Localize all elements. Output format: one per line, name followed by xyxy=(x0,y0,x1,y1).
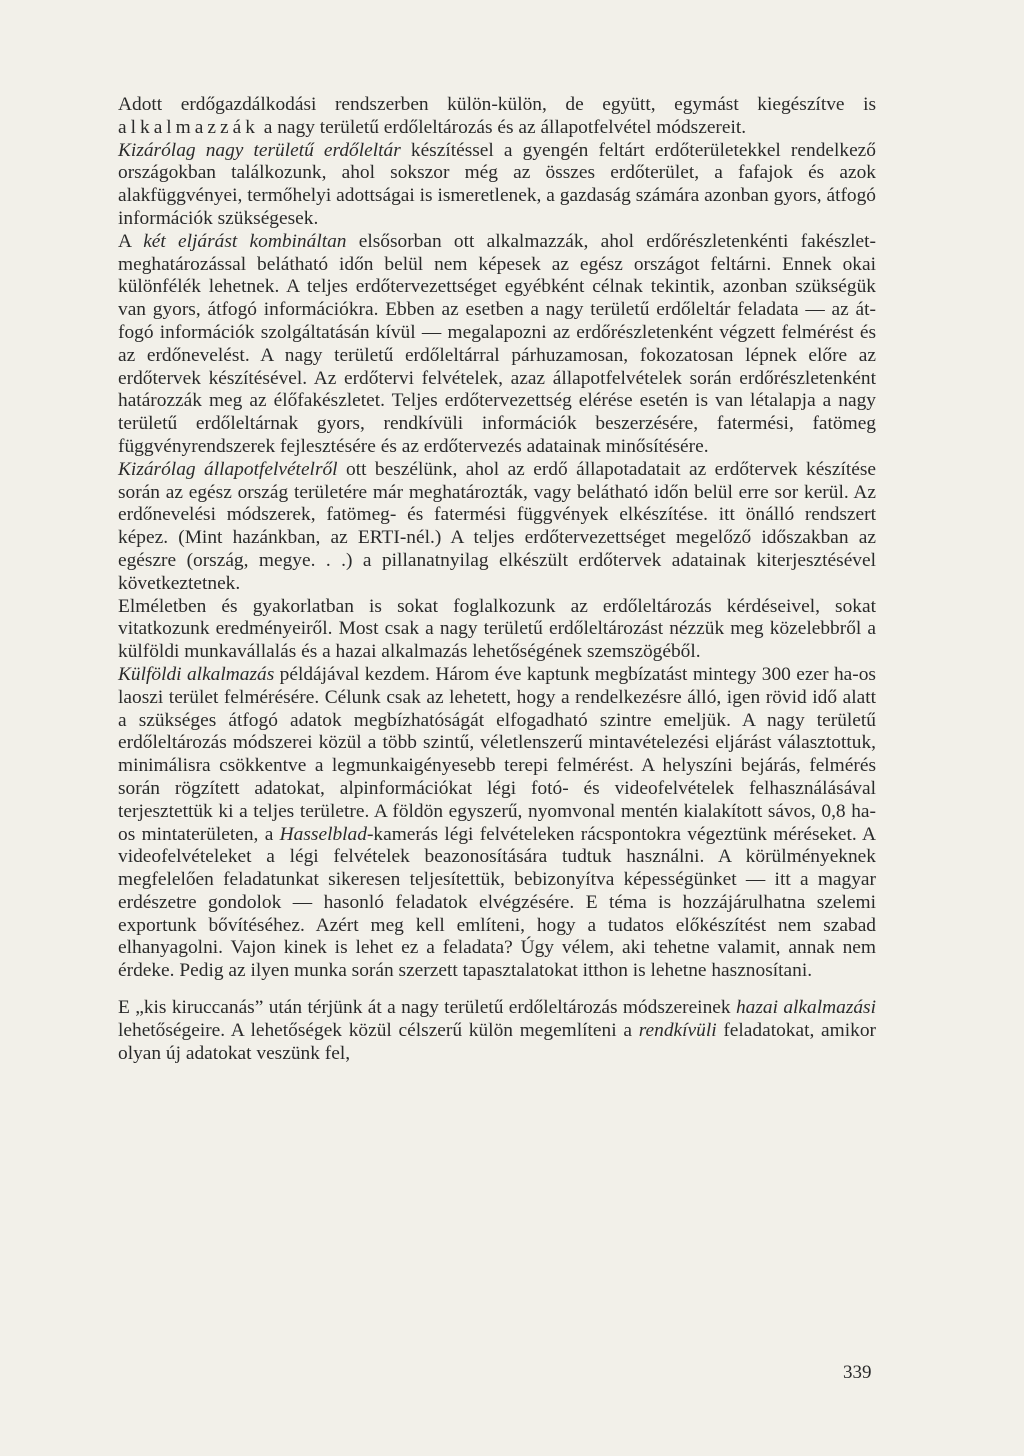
emphasis-text: Hasselblad xyxy=(279,823,367,845)
emphasis-text: hazai alkalmazási xyxy=(735,997,876,1019)
emphasis-text: Kizárólag állapotfelvételről xyxy=(118,458,338,480)
paragraph-hazai: E „kis kiruccanás” után térjünk át a nagy területű erdőleltározás módszereinek hazai alkalmazási lehetőségeire. A lehetőségek közül célszerű külön megemlíteni a rendkívüli feladatokat, amikor olyan új adatokat veszünk fel, xyxy=(118,997,876,1064)
emphasis-text: rendkívüli xyxy=(638,1019,717,1041)
paragraph-ket-eljaras: A két eljárást kombináltan elsősorban ott alkalmazzák, ahol erdőrészletenkénti fakészlet-meghatározással belátható időn belül nem képesek az egész országot feltárni. Ennek okai különfélék lehetnek. A teljes erdőtervezettséget egyébként célnak tekintik, azonban szükségük van gyors, átfogó információkra. Ebben az esetben a nagy területű erdőleltár feladata — az átfogó információk szolgáltatásán kívül — megalapozni az erdőrészletenként végzett felmérést és az erdőnevelést. A nagy területű erdőleltárral párhuzamosan, fokozatosan lépnek előre az erdőtervek készítésével. Az erdőtervi felvételek, azaz állapotfelvételek során erdőrészletenként határozzák meg az élőfakészletet. Teljes erdőtervezettség elérése esetén is van létalapja a nagy területű erdőleltárnak gyors, rendkívüli információk beszerzésére, fatermési, fatömeg függvényrendszerek fejlesztésére és az erdőtervezés adatainak minősítésére. xyxy=(118,230,876,457)
page-number: 339 xyxy=(843,1362,872,1383)
body-text xyxy=(118,94,876,1065)
paragraph-intro: Adott erdőgazdálkodási rendszerben külön-külön, de együtt, egymást kiegészítve is alkalmazzák a nagy területű erdőleltározás és az állapotfelvétel módszereit. xyxy=(118,94,876,138)
spaced-text: alkalmazzák xyxy=(118,116,259,138)
emphasis-text: két eljárást kombináltan xyxy=(143,230,347,252)
paragraph-allapotfelvetel: Kizárólag állapotfelvételről ott beszélünk, ahol az erdő állapotadatait az erdőtervek készítése során az egész ország területére már meghatározták, vagy belátható időn belül erre sor kerül. Az erdőnevelési módszerek, fatömeg- és fatermési függvények elkészítése. itt önálló rendszert képez. (Mint hazánkban, az ERTI-nél.) A teljes erdőtervezettséget megelőző időszakban az egészre (ország, megye. . .) a pillanatnyilag elkészült erdőtervek adatainak kiterjesztésével következtetnek. xyxy=(118,458,876,594)
paragraph-elmeletben: Elméletben és gyakorlatban is sokat foglalkozunk az erdőleltározás kérdéseivel, sokat vitatkozunk eredményeiről. Most csak a nagy területű erdőleltározást nézzük meg közelebbről a külföldi munkavállalás és a hazai alkalmazás lehetőségének szemszögéből. xyxy=(118,595,876,663)
emphasis-text: Külföldi alkalmazás xyxy=(118,663,275,685)
emphasis-text: Kizárólag nagy területű erdőleltár xyxy=(118,139,401,161)
paragraph-nagy-teruletu: Kizárólag nagy területű erdőleltár készítéssel a gyengén feltárt erdőterületekkel rendelkező országokban találkozunk, ahol sokszor még az összes erdőterület, a fafajok és azok alakfüggvényei, termőhelyi adottságai is ismeretlenek, a gazdaság számára azonban gyors, átfogó információk szükségesek. xyxy=(118,139,876,229)
paragraph-kulfoldi: Külföldi alkalmazás példájával kezdem. Három éve kaptunk megbízatást mintegy 300 ezer ha-os laoszi terület felmérésére. Célunk csak az lehetett, hogy a rendelkezésre álló, igen rövid idő alatt a szükséges átfogó adatok megbízhatóságát elfogadható szintre emeljük. A nagy területű erdőleltározás módszerei közül a több szintű, véletlenszerű mintavételezési eljárást választottuk, minimálisra csökkentve a legmunkaigényesebb terepi felmérést. A helyszíni bejárás, felmérés során rögzített adatokat, alpinformációkat légi fotó- és videofelvételek felhasználásával terjesztettük ki a teljes területre. A földön egyszerű, nyomvonal mentén kialakított sávos, 0,8 ha-os mintaterületen, a Hasselblad-kamerás légi felvételeken rácspontokra végeztünk méréseket. A videofelvételeket a légi felvételek beazonosítására tudtuk használni. A körülményeknek megfelelően feladatunkat sikeresen teljesítettük, bebizonyítva képességünket — itt a magyar erdészetre gondolok — hasonló feladatok elvégzésére. E téma is hozzájárulhatna szelemi exportunk bővítéséhez. Azért meg kell említeni, hogy a tudatos előkészítést nem szabad elhanyagolni. Vajon kinek is lehet ez a feladata? Úgy vélem, aki tehetne valamit, annak nem érdeke. Pedig az ilyen munka során szerzett tapasztalatokat itthon is lehetne hasznosítani. xyxy=(118,663,876,982)
paragraph-gap xyxy=(118,983,876,997)
